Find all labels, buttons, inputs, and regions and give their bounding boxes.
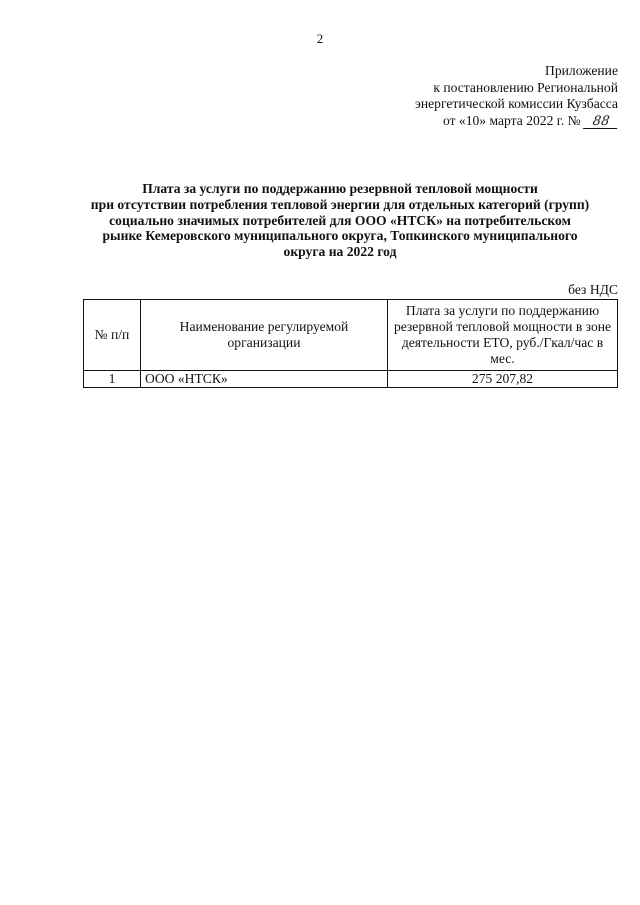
appendix-date-text: от «10» марта 2022 г. № — [442, 112, 581, 128]
appendix-date-line — [358, 113, 618, 130]
table-row — [84, 371, 618, 388]
vat-note: без НДС — [568, 282, 618, 297]
document-title — [60, 181, 620, 260]
appendix-heading: Приложение — [545, 63, 618, 78]
row-number: 1 — [84, 371, 141, 388]
handwritten-decree-number: 88 — [583, 115, 619, 129]
tariff-table — [83, 299, 618, 388]
title-line: округа на 2022 год — [283, 244, 397, 260]
table-header-row — [84, 300, 618, 371]
title-line: при отсутствии потребления тепловой энергии для отдельных категорий (групп) — [90, 196, 590, 212]
appendix-block — [358, 63, 618, 129]
appendix-commission-line: энергетической комиссии Кузбасса — [415, 96, 618, 112]
appendix-decree-line: к постановлению Региональной — [433, 79, 618, 95]
header-fee: Плата за услуги по поддержанию резервной тепловой мощности в зоне деятельности ЕТО, руб./Гкал/час в мес. — [388, 300, 618, 371]
header-number: № п/п — [84, 300, 141, 371]
title-line: социально значимых потребителей для ООО «НТСК» на потребительском — [109, 212, 571, 228]
row-organization: ООО «НТСК» — [141, 371, 388, 388]
header-organization: Наименование регулируемой организации — [141, 300, 388, 371]
title-line: Плата за услуги по поддержанию резервной тепловой мощности — [142, 181, 538, 196]
row-fee: 275 207,82 — [388, 371, 618, 388]
page-number: 2 — [316, 31, 324, 46]
title-line: рынке Кемеровского муниципального округа, Топкинского муниципального — [102, 228, 578, 244]
